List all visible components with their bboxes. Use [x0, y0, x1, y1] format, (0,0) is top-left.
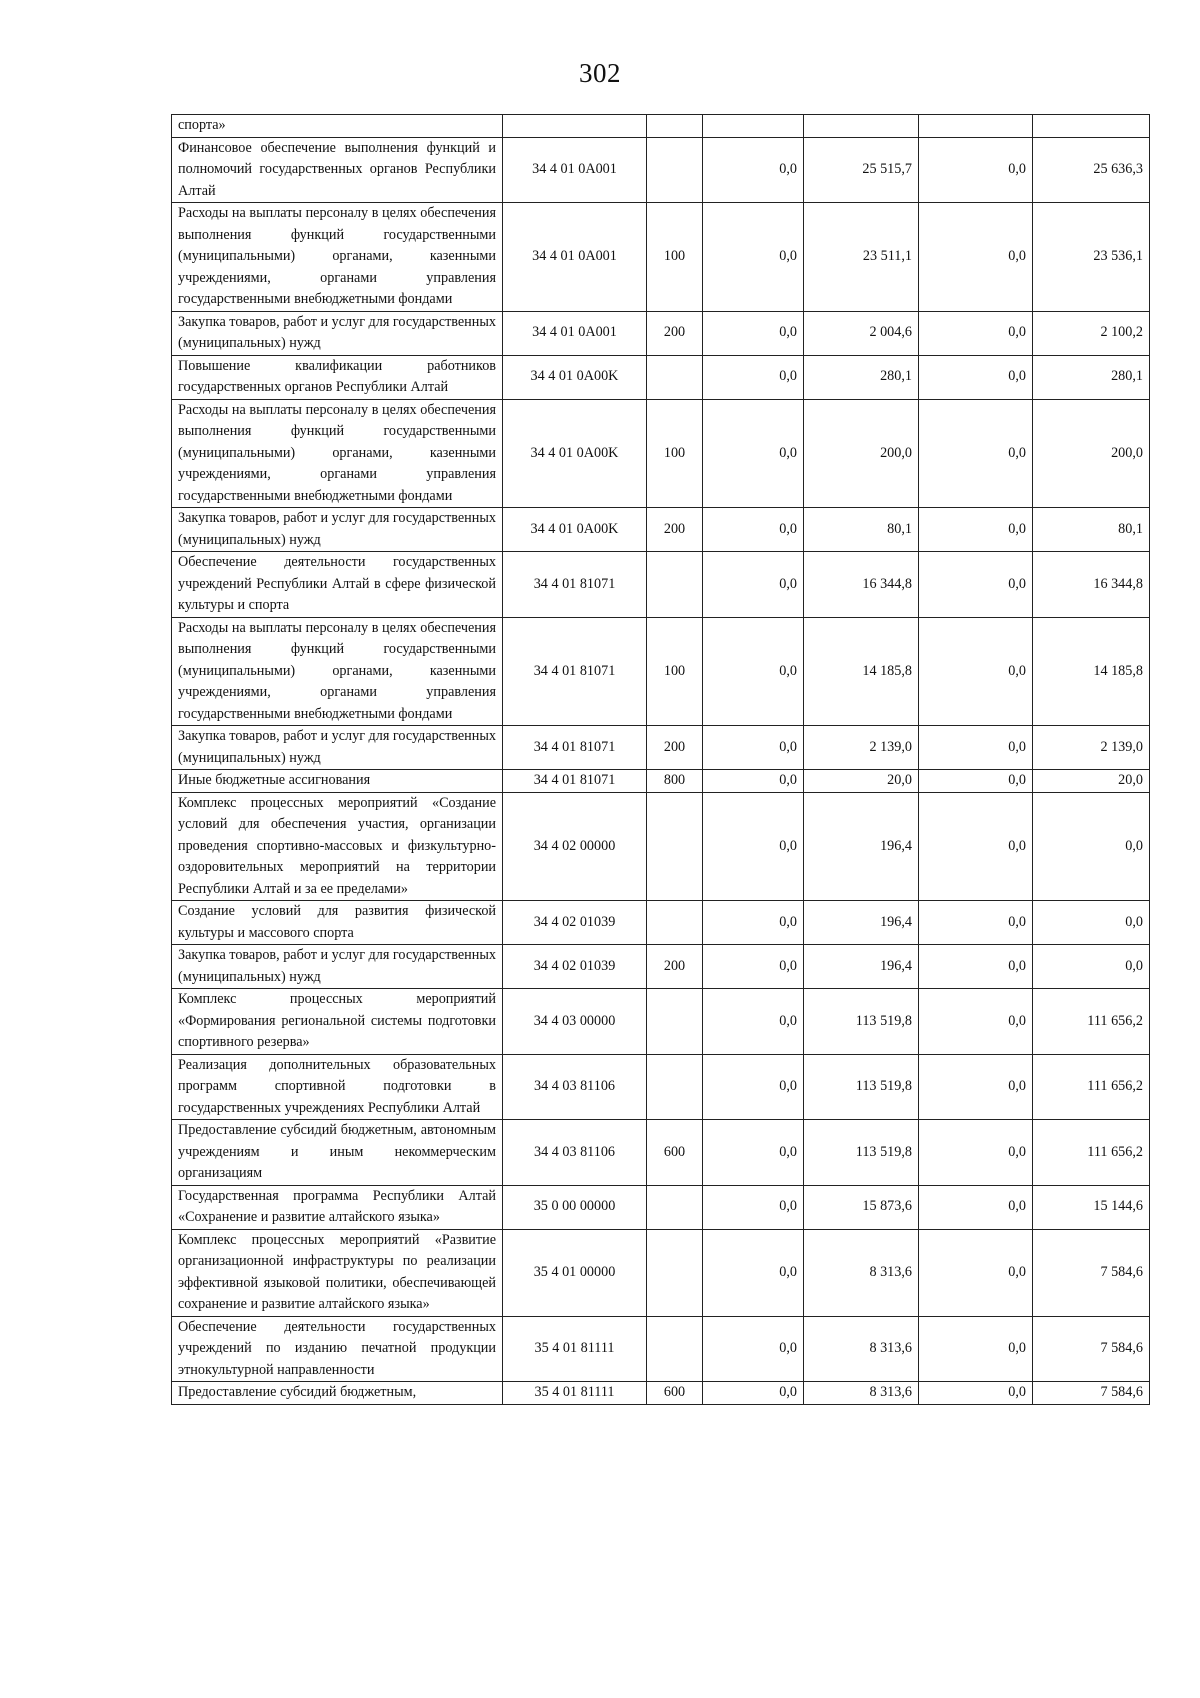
row-value-4: 200,0: [1033, 399, 1150, 508]
row-name: Государственная программа Республики Алтай «Сохранение и развитие алтайского языка»: [172, 1185, 503, 1229]
row-name: Обеспечение деятельности государственных учреждений Республики Алтай в сфере физической культуры и спорта: [172, 552, 503, 618]
row-value-4: 111 656,2: [1033, 1120, 1150, 1186]
row-value-3: 0,0: [919, 399, 1033, 508]
row-value-2: 15 873,6: [804, 1185, 919, 1229]
row-value-4: 16 344,8: [1033, 552, 1150, 618]
row-expense-type: 200: [647, 311, 703, 355]
table-row: [172, 770, 1150, 793]
table-row: [172, 203, 1150, 312]
row-value-3: 0,0: [919, 311, 1033, 355]
row-value-2: 196,4: [804, 945, 919, 989]
row-value-2: 280,1: [804, 355, 919, 399]
row-value-4: 20,0: [1033, 770, 1150, 793]
row-name: Закупка товаров, работ и услуг для государственных (муниципальных) нужд: [172, 508, 503, 552]
row-value-3: [919, 115, 1033, 138]
row-value-2: 25 515,7: [804, 137, 919, 203]
row-value-1: [703, 115, 804, 138]
row-value-4: 7 584,6: [1033, 1229, 1150, 1316]
row-value-1: 0,0: [703, 989, 804, 1055]
row-code: 34 4 01 0A00K: [503, 399, 647, 508]
row-expense-type: [647, 552, 703, 618]
row-value-4: 280,1: [1033, 355, 1150, 399]
row-value-4: 0,0: [1033, 792, 1150, 901]
row-code: 34 4 01 0A00K: [503, 508, 647, 552]
row-name: спорта»: [172, 115, 503, 138]
table-row: [172, 1054, 1150, 1120]
row-code: [503, 115, 647, 138]
table-row: [172, 1229, 1150, 1316]
row-value-1: 0,0: [703, 311, 804, 355]
row-value-3: 0,0: [919, 1316, 1033, 1382]
row-code: 34 4 01 81071: [503, 770, 647, 793]
row-expense-type: [647, 901, 703, 945]
row-code: 34 4 01 0A001: [503, 311, 647, 355]
row-code: 35 4 01 81111: [503, 1382, 647, 1405]
row-value-1: 0,0: [703, 617, 804, 726]
row-expense-type: 200: [647, 726, 703, 770]
row-expense-type: 100: [647, 617, 703, 726]
row-code: 34 4 01 81071: [503, 552, 647, 618]
row-value-4: 25 636,3: [1033, 137, 1150, 203]
row-name: Предоставление субсидий бюджетным, автономным учреждениям и иным некоммерческим организациям: [172, 1120, 503, 1186]
table-row: [172, 355, 1150, 399]
row-value-3: 0,0: [919, 552, 1033, 618]
row-expense-type: [647, 1054, 703, 1120]
row-value-2: 23 511,1: [804, 203, 919, 312]
table-row: [172, 945, 1150, 989]
row-value-4: 0,0: [1033, 945, 1150, 989]
row-value-3: 0,0: [919, 770, 1033, 793]
row-code: 34 4 01 0A001: [503, 137, 647, 203]
row-value-2: 14 185,8: [804, 617, 919, 726]
table-row: [172, 989, 1150, 1055]
table-row: [172, 1382, 1150, 1405]
row-value-2: 80,1: [804, 508, 919, 552]
row-name: Расходы на выплаты персоналу в целях обеспечения выполнения функций государственными (муниципальными) органами, казенными учреждениями, органами управления государственными внебюджетными фондами: [172, 203, 503, 312]
row-expense-type: [647, 1185, 703, 1229]
row-value-1: 0,0: [703, 1054, 804, 1120]
row-expense-type: [647, 115, 703, 138]
row-value-1: 0,0: [703, 901, 804, 945]
row-value-4: 7 584,6: [1033, 1316, 1150, 1382]
row-name: Финансовое обеспечение выполнения функций и полномочий государственных органов Республики Алтай: [172, 137, 503, 203]
row-value-2: 196,4: [804, 792, 919, 901]
row-code: 34 4 03 81106: [503, 1120, 647, 1186]
row-value-4: 0,0: [1033, 901, 1150, 945]
row-expense-type: 600: [647, 1120, 703, 1186]
row-value-1: 0,0: [703, 508, 804, 552]
row-expense-type: [647, 1316, 703, 1382]
row-name: Повышение квалификации работников государственных органов Республики Алтай: [172, 355, 503, 399]
row-code: 34 4 02 01039: [503, 901, 647, 945]
table-row: [172, 311, 1150, 355]
row-code: 35 4 01 00000: [503, 1229, 647, 1316]
row-value-2: 113 519,8: [804, 1120, 919, 1186]
row-value-3: 0,0: [919, 1185, 1033, 1229]
row-value-2: 8 313,6: [804, 1229, 919, 1316]
table-row: [172, 1120, 1150, 1186]
row-value-3: 0,0: [919, 137, 1033, 203]
table-row: [172, 552, 1150, 618]
row-name: Создание условий для развития физической культуры и массового спорта: [172, 901, 503, 945]
row-value-4: 111 656,2: [1033, 989, 1150, 1055]
row-code: 34 4 02 00000: [503, 792, 647, 901]
row-name: Расходы на выплаты персоналу в целях обеспечения выполнения функций государственными (муниципальными) органами, казенными учреждениями, органами управления государственными внебюджетными фондами: [172, 617, 503, 726]
row-value-1: 0,0: [703, 1229, 804, 1316]
row-value-1: 0,0: [703, 1120, 804, 1186]
row-value-3: 0,0: [919, 1229, 1033, 1316]
row-code: 34 4 01 81071: [503, 726, 647, 770]
row-name: Иные бюджетные ассигнования: [172, 770, 503, 793]
row-expense-type: [647, 355, 703, 399]
row-name: Закупка товаров, работ и услуг для государственных (муниципальных) нужд: [172, 726, 503, 770]
row-expense-type: 200: [647, 945, 703, 989]
row-value-3: 0,0: [919, 945, 1033, 989]
page-number: 302: [579, 58, 621, 88]
row-value-3: 0,0: [919, 901, 1033, 945]
row-value-2: 8 313,6: [804, 1382, 919, 1405]
row-expense-type: 100: [647, 399, 703, 508]
table-row: [172, 399, 1150, 508]
row-expense-type: [647, 137, 703, 203]
row-value-3: 0,0: [919, 355, 1033, 399]
row-code: 34 4 01 0A00K: [503, 355, 647, 399]
row-expense-type: [647, 989, 703, 1055]
row-name: Предоставление субсидий бюджетным,: [172, 1382, 503, 1405]
table-row: [172, 115, 1150, 138]
row-value-3: 0,0: [919, 508, 1033, 552]
table-row: [172, 1185, 1150, 1229]
row-value-1: 0,0: [703, 552, 804, 618]
table-row: [172, 901, 1150, 945]
row-value-3: 0,0: [919, 726, 1033, 770]
row-value-4: 23 536,1: [1033, 203, 1150, 312]
row-name: Обеспечение деятельности государственных учреждений по изданию печатной продукции этнокультурной направленности: [172, 1316, 503, 1382]
row-value-2: 2 004,6: [804, 311, 919, 355]
row-value-4: 15 144,6: [1033, 1185, 1150, 1229]
row-value-1: 0,0: [703, 203, 804, 312]
row-expense-type: [647, 1229, 703, 1316]
row-value-2: 113 519,8: [804, 1054, 919, 1120]
row-value-2: 2 139,0: [804, 726, 919, 770]
row-value-2: 8 313,6: [804, 1316, 919, 1382]
row-value-3: 0,0: [919, 989, 1033, 1055]
row-value-1: 0,0: [703, 1382, 804, 1405]
row-value-3: 0,0: [919, 1120, 1033, 1186]
row-value-1: 0,0: [703, 945, 804, 989]
row-expense-type: 200: [647, 508, 703, 552]
row-value-2: 200,0: [804, 399, 919, 508]
row-code: 34 4 01 81071: [503, 617, 647, 726]
row-value-1: 0,0: [703, 1316, 804, 1382]
row-value-3: 0,0: [919, 792, 1033, 901]
row-code: 34 4 03 81106: [503, 1054, 647, 1120]
row-value-1: 0,0: [703, 355, 804, 399]
row-expense-type: [647, 792, 703, 901]
row-value-2: 16 344,8: [804, 552, 919, 618]
row-code: 35 0 00 00000: [503, 1185, 647, 1229]
row-value-3: 0,0: [919, 617, 1033, 726]
row-value-3: 0,0: [919, 203, 1033, 312]
row-value-2: 196,4: [804, 901, 919, 945]
row-expense-type: 800: [647, 770, 703, 793]
table-row: [172, 137, 1150, 203]
budget-table: [171, 114, 1150, 1405]
row-code: 35 4 01 81111: [503, 1316, 647, 1382]
row-value-4: 111 656,2: [1033, 1054, 1150, 1120]
row-name: Расходы на выплаты персоналу в целях обеспечения выполнения функций государственными (муниципальными) органами, казенными учреждениями, органами управления государственными внебюджетными фондами: [172, 399, 503, 508]
row-name: Комплекс процессных мероприятий «Формирования региональной системы подготовки спортивного резерва»: [172, 989, 503, 1055]
row-value-3: 0,0: [919, 1382, 1033, 1405]
row-value-2: 113 519,8: [804, 989, 919, 1055]
row-name: Закупка товаров, работ и услуг для государственных (муниципальных) нужд: [172, 311, 503, 355]
row-expense-type: 100: [647, 203, 703, 312]
row-value-2: 20,0: [804, 770, 919, 793]
table-row: [172, 1316, 1150, 1382]
row-expense-type: 600: [647, 1382, 703, 1405]
row-value-2: [804, 115, 919, 138]
row-name: Закупка товаров, работ и услуг для государственных (муниципальных) нужд: [172, 945, 503, 989]
row-value-4: 7 584,6: [1033, 1382, 1150, 1405]
row-value-3: 0,0: [919, 1054, 1033, 1120]
table-row: [172, 792, 1150, 901]
row-value-1: 0,0: [703, 399, 804, 508]
row-value-4: 14 185,8: [1033, 617, 1150, 726]
row-value-4: 2 100,2: [1033, 311, 1150, 355]
row-name: Комплекс процессных мероприятий «Создание условий для обеспечения участия, организации проведения спортивно-массовых и физкультурно-оздоровительных мероприятий на территории Республики Алтай и за ее пределами»: [172, 792, 503, 901]
row-value-1: 0,0: [703, 1185, 804, 1229]
row-value-1: 0,0: [703, 792, 804, 901]
row-code: 34 4 01 0A001: [503, 203, 647, 312]
table-row: [172, 617, 1150, 726]
row-value-4: 80,1: [1033, 508, 1150, 552]
table-row: [172, 726, 1150, 770]
row-value-1: 0,0: [703, 137, 804, 203]
row-name: Реализация дополнительных образовательных программ спортивной подготовки в государственных учреждениях Республики Алтай: [172, 1054, 503, 1120]
row-value-4: 2 139,0: [1033, 726, 1150, 770]
table-row: [172, 508, 1150, 552]
row-value-4: [1033, 115, 1150, 138]
row-code: 34 4 02 01039: [503, 945, 647, 989]
row-name: Комплекс процессных мероприятий «Развитие организационной инфраструктуры по реализации эффективной языковой политики, обеспечивающей сохранение и развитие алтайского языка»: [172, 1229, 503, 1316]
row-value-1: 0,0: [703, 770, 804, 793]
row-code: 34 4 03 00000: [503, 989, 647, 1055]
row-value-1: 0,0: [703, 726, 804, 770]
